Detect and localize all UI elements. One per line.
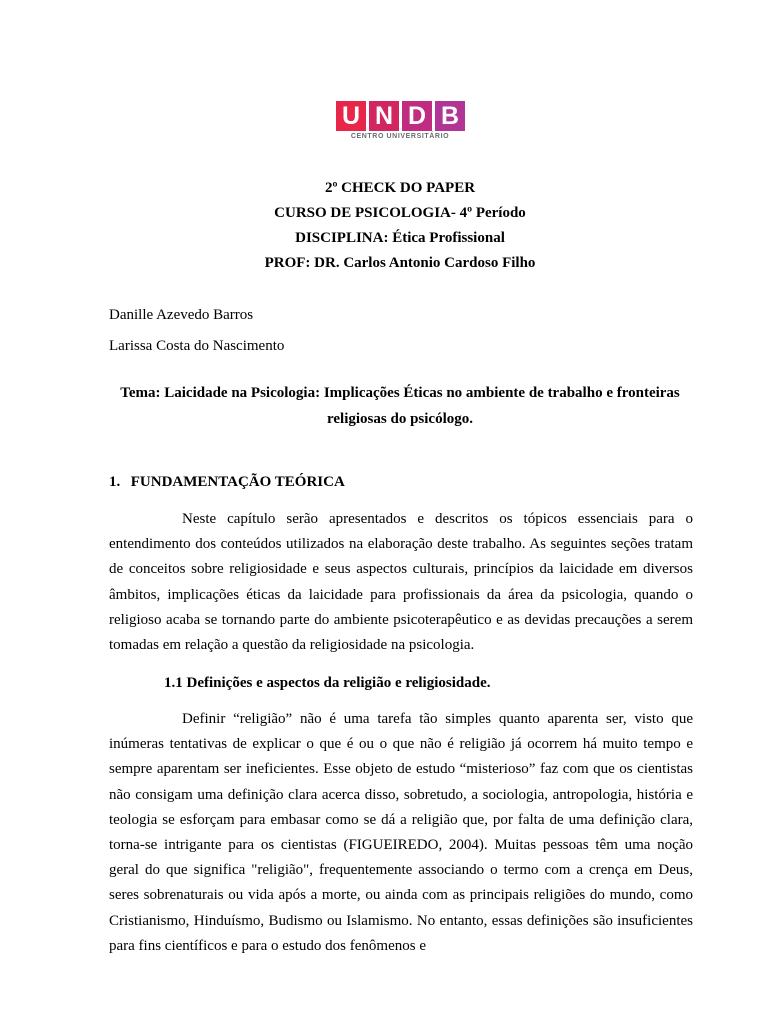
section-heading (109, 470, 345, 494)
logo-letter-u: U (336, 101, 366, 131)
section-number: 1. (109, 474, 121, 490)
header-discipline: DISCIPLINA: Ética Profissional (295, 230, 505, 246)
undb-logo (336, 101, 466, 146)
logo-letter-b: B (435, 101, 465, 131)
theme-line-2: religiosas do psicólogo. (327, 411, 473, 427)
logo-letter-n: N (369, 101, 399, 131)
header-check: 2º CHECK DO PAPER (324, 180, 476, 196)
subsection-paragraph: Definir “religião” não é uma tarefa tão simples quanto aparenta ser, visto que inúmeras tentativas de explicar o que é ou o que não é religião já ocorrem há muito tempo e sempre aparentam ser ineficientes. Esse objeto de estudo “misterioso” faz com que os cientistas não consigam uma definição clara acerca disso, sobretudo, a sociologia, antropologia, história e teologia se esforçam para embasar como se dá a religião que, por falta de uma definição clara, torna-se intrigante para os cientistas (FIGUEIREDO, 2004). Muitas pessoas têm uma noção geral do que significa "religião", frequentemente associando o termo com a crença em Deus, seres sobrenaturais ou vida após a morte, ou ainda com as principais religiões do mundo, como Cristianismo, Hinduísmo, Budismo ou Islamismo. No entanto, essas definições são insuficientes para fins científicos e para o estudo dos fenômenos e (109, 711, 693, 954)
section-title-text: FUNDAMENTAÇÃO TEÓRICA (130, 474, 345, 490)
logo-letter-d: D (402, 101, 432, 131)
authors-list (109, 300, 284, 362)
document-header (0, 176, 768, 276)
logo-subtitle: CENTRO UNIVERSITÁRIO (350, 133, 450, 140)
header-course: CURSO DE PSICOLOGIA- 4º Período (274, 205, 526, 221)
theme-title (100, 380, 700, 432)
section-paragraph: Neste capítulo serão apresentados e descritos os tópicos essenciais para o entendimento dos conteúdos utilizados na elaboração deste trabalho. As seguintes seções tratam de conceitos sobre religiosidade e seus aspectos culturais, princípios da laicidade em diversos âmbitos, implicações éticas da laicidade para profissionais da área da psicologia, quando o religioso acaba se tornando parte do ambiente psicoterapêutico e as devidas precauções a serem tomadas em relação a questão da religiosidade na psicologia. (109, 511, 693, 654)
theme-line-1: Tema: Laicidade na Psicologia: Implicações Éticas no ambiente de trabalho e fronteiras (120, 385, 680, 401)
author-name: Larissa Costa do Nascimento (109, 338, 285, 354)
author-name: Danille Azevedo Barros (109, 307, 254, 323)
subsection-heading: 1.1 Definições e aspectos da religião e religiosidade. (164, 675, 491, 691)
logo-letters (336, 101, 466, 131)
header-professor: PROF: DR. Carlos Antonio Cardoso Filho (264, 255, 536, 271)
